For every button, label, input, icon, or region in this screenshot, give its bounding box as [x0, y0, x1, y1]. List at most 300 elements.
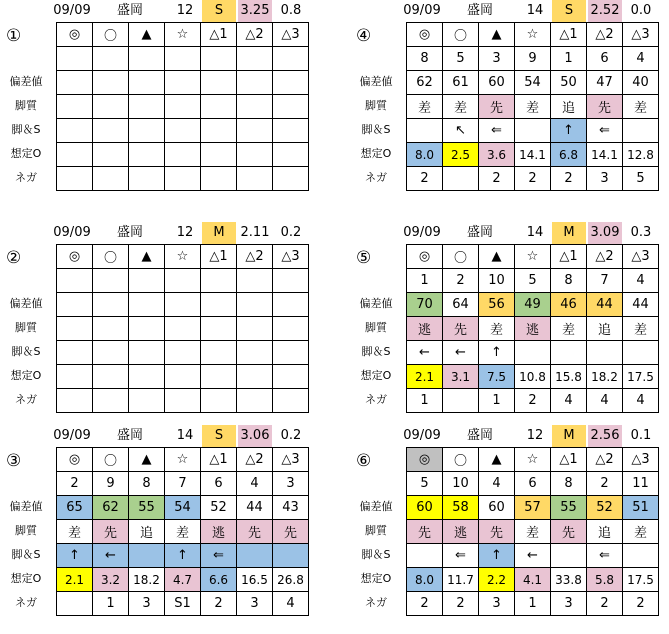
nega-cell [129, 167, 165, 191]
running-style-cell: 追 [587, 520, 623, 544]
deviation-cell [165, 71, 201, 95]
deviation-cell [237, 293, 273, 317]
nega-cell: S1 [165, 592, 201, 616]
leg-speed-cell [551, 544, 587, 568]
expected-odds-cell: 26.8 [273, 568, 309, 592]
row-label: 脚＆S [11, 123, 41, 136]
nega-cell: 1 [93, 592, 129, 616]
leg-speed-cell [515, 341, 551, 365]
horse-number-cell [93, 269, 129, 293]
leg-speed-cell: ← [407, 341, 443, 365]
running-style-cell [165, 317, 201, 341]
index-value: 3.06 [238, 425, 272, 447]
deviation-cell [201, 293, 237, 317]
mark-cell: ☆ [165, 448, 201, 472]
running-style-cell: 逃 [407, 317, 443, 341]
running-style-cell: 先 [479, 95, 515, 119]
leg-speed-cell: ⇐ [201, 544, 237, 568]
deviation-cell [93, 71, 129, 95]
deviation-cell [273, 293, 309, 317]
race-date: 09/09 [53, 3, 91, 18]
mark-cell: △2 [587, 23, 623, 47]
leg-speed-row [407, 544, 659, 568]
horse-number-cell [129, 269, 165, 293]
nega-row [407, 389, 659, 413]
running-style-cell [129, 95, 165, 119]
nega-cell: 1 [479, 389, 515, 413]
horse-number-cell: 9 [93, 472, 129, 496]
running-style-cell: 差 [165, 520, 201, 544]
running-style-row [57, 317, 309, 341]
nega-row [57, 592, 309, 616]
deviation-cell [237, 71, 273, 95]
deviation-cell: 65 [57, 496, 93, 520]
horse-number-cell [57, 269, 93, 293]
row-label: 偏差値 [9, 75, 43, 88]
deviation-row [407, 496, 659, 520]
horse-number-cell: 9 [515, 47, 551, 71]
leg-speed-cell: ↑ [551, 119, 587, 143]
mark-cell: △2 [587, 448, 623, 472]
leg-speed-cell: ↑ [479, 341, 515, 365]
horse-number-cell: 11 [623, 472, 659, 496]
row-label: 脚質 [365, 321, 387, 334]
track-label: M [202, 222, 236, 244]
running-style-cell [237, 317, 273, 341]
row-label: 想定O [360, 572, 392, 585]
deviation-cell: 52 [587, 496, 623, 520]
race-date: 09/09 [53, 428, 91, 443]
expected-odds-cell [57, 143, 93, 167]
row-label: 脚質 [15, 321, 37, 334]
running-style-cell [57, 317, 93, 341]
horse-number-cell [273, 47, 309, 71]
nega-cell: 3 [551, 592, 587, 616]
row-label: 脚質 [15, 99, 37, 112]
horse-number-cell: 4 [623, 47, 659, 71]
running-style-cell: 先 [587, 95, 623, 119]
race-panel [350, 425, 669, 625]
mark-cell: △1 [551, 23, 587, 47]
leg-speed-cell: ← [443, 341, 479, 365]
row-label: 脚質 [365, 99, 387, 112]
running-style-row [407, 317, 659, 341]
expected-odds-cell: 18.2 [129, 568, 165, 592]
deviation-cell: 52 [201, 496, 237, 520]
deviation-cell: 44 [623, 293, 659, 317]
expected-odds-cell: 2.1 [407, 365, 443, 389]
expected-odds-cell: 18.2 [587, 365, 623, 389]
race-panel [0, 425, 320, 625]
horse-number-cell: 6 [201, 472, 237, 496]
horse-number-cell: 2 [443, 269, 479, 293]
race-header [0, 0, 320, 22]
expected-odds-row [57, 568, 309, 592]
nega-cell: 2 [443, 592, 479, 616]
nega-cell [165, 167, 201, 191]
mark-cell: ▲ [129, 448, 165, 472]
running-style-cell [237, 95, 273, 119]
race-date: 09/09 [403, 3, 441, 18]
race-panel [0, 222, 320, 422]
marks-row [407, 245, 659, 269]
horse-number-row [407, 472, 659, 496]
nega-cell: 4 [623, 389, 659, 413]
deviation-cell: 57 [515, 496, 551, 520]
venue-name: 盛岡 [466, 225, 493, 240]
mark-cell: ☆ [165, 245, 201, 269]
deviation-row [57, 496, 309, 520]
deviation-cell [93, 293, 129, 317]
mark-cell: ☆ [515, 245, 551, 269]
horse-number-cell [273, 269, 309, 293]
row-label: ネガ [365, 171, 387, 184]
mark-cell: △2 [237, 448, 273, 472]
offset-value: 0.3 [630, 225, 652, 240]
expected-odds-cell [201, 365, 237, 389]
expected-odds-cell [273, 365, 309, 389]
leg-speed-cell [129, 544, 165, 568]
deviation-cell: 56 [479, 293, 515, 317]
expected-odds-cell [273, 143, 309, 167]
row-label: 偏差値 [9, 500, 43, 513]
horse-number-cell: 3 [273, 472, 309, 496]
running-style-cell: 差 [515, 95, 551, 119]
running-style-cell: 逃 [443, 520, 479, 544]
expected-odds-row [407, 365, 659, 389]
nega-cell: 3 [479, 592, 515, 616]
horse-number-cell: 3 [479, 47, 515, 71]
expected-odds-cell [201, 143, 237, 167]
expected-odds-cell: 14.1 [515, 143, 551, 167]
race-header [0, 425, 320, 447]
leg-speed-cell [587, 341, 623, 365]
nega-row [57, 389, 309, 413]
running-style-cell [165, 95, 201, 119]
mark-cell: ◎ [407, 245, 443, 269]
race-date: 09/09 [403, 225, 441, 240]
expected-odds-cell: 2.1 [57, 568, 93, 592]
nega-cell: 1 [407, 389, 443, 413]
horse-number-row [57, 269, 309, 293]
nega-cell [165, 389, 201, 413]
nega-cell [93, 389, 129, 413]
running-style-cell [129, 317, 165, 341]
deviation-cell: 49 [515, 293, 551, 317]
expected-odds-cell: 4.7 [165, 568, 201, 592]
deviation-cell: 58 [443, 496, 479, 520]
mark-cell: △1 [551, 245, 587, 269]
expected-odds-cell: 16.5 [237, 568, 273, 592]
race-header [350, 425, 669, 447]
nega-row [407, 167, 659, 191]
running-style-cell: 逃 [515, 317, 551, 341]
field-size: 14 [526, 3, 544, 18]
row-label: 偏差値 [359, 500, 393, 513]
horse-number-cell: 8 [551, 472, 587, 496]
venue-name: 盛岡 [116, 428, 143, 443]
marks-row [57, 448, 309, 472]
row-label: 脚＆S [361, 345, 391, 358]
marks-row [407, 448, 659, 472]
mark-cell: △1 [201, 448, 237, 472]
venue-name: 盛岡 [116, 3, 143, 18]
deviation-cell: 46 [551, 293, 587, 317]
row-label: 脚＆S [11, 548, 41, 561]
index-value: 2.11 [240, 225, 270, 240]
row-label: 想定O [10, 369, 42, 382]
horse-number-cell: 4 [237, 472, 273, 496]
deviation-cell [129, 71, 165, 95]
nega-cell: 2 [515, 167, 551, 191]
leg-speed-row [57, 341, 309, 365]
leg-speed-cell [57, 119, 93, 143]
field-size: 14 [176, 428, 194, 443]
running-style-cell: 逃 [201, 520, 237, 544]
leg-speed-cell [407, 544, 443, 568]
deviation-cell: 60 [479, 71, 515, 95]
expected-odds-row [57, 143, 309, 167]
running-style-cell [93, 95, 129, 119]
expected-odds-row [407, 568, 659, 592]
nega-cell: 2 [515, 389, 551, 413]
mark-cell: △2 [237, 23, 273, 47]
row-label: 偏差値 [9, 297, 43, 310]
running-style-cell: 先 [237, 520, 273, 544]
horse-number-cell [165, 47, 201, 71]
nega-cell [237, 389, 273, 413]
horse-number-cell [201, 47, 237, 71]
running-style-cell [201, 95, 237, 119]
track-label: M [552, 425, 586, 447]
horse-number-cell: 8 [129, 472, 165, 496]
track-label: M [552, 222, 586, 244]
row-label: 想定O [10, 572, 42, 585]
leg-speed-cell: ⇐ [587, 544, 623, 568]
nega-cell [57, 389, 93, 413]
running-style-cell: 先 [407, 520, 443, 544]
deviation-cell: 44 [587, 293, 623, 317]
horse-number-cell: 6 [515, 472, 551, 496]
race-header [350, 222, 669, 244]
deviation-cell: 44 [237, 496, 273, 520]
leg-speed-cell [551, 341, 587, 365]
leg-speed-cell [623, 544, 659, 568]
row-label: 脚＆S [361, 123, 391, 136]
leg-speed-cell: ⇐ [479, 119, 515, 143]
running-style-row [407, 520, 659, 544]
running-style-row [57, 95, 309, 119]
nega-cell: 2 [587, 592, 623, 616]
marks-row [57, 23, 309, 47]
venue-name: 盛岡 [466, 3, 493, 18]
leg-speed-row [57, 119, 309, 143]
marks-row [57, 245, 309, 269]
index-value: 2.56 [588, 425, 622, 447]
race-table [56, 22, 309, 191]
leg-speed-cell [237, 341, 273, 365]
race-header [0, 222, 320, 244]
race-table [56, 447, 309, 616]
expected-odds-cell: 8.0 [407, 568, 443, 592]
row-label: 想定O [360, 147, 392, 160]
expected-odds-cell: 3.1 [443, 365, 479, 389]
nega-cell: 1 [515, 592, 551, 616]
nega-cell [201, 167, 237, 191]
leg-speed-cell [93, 341, 129, 365]
mark-cell: ☆ [515, 23, 551, 47]
row-label: ネガ [365, 596, 387, 609]
expected-odds-cell: 3.6 [479, 143, 515, 167]
horse-number-cell: 10 [443, 472, 479, 496]
mark-cell: ◎ [57, 245, 93, 269]
field-size: 12 [176, 225, 194, 240]
race-date: 09/09 [53, 225, 91, 240]
leg-speed-cell [165, 119, 201, 143]
running-style-cell [273, 95, 309, 119]
race-table [56, 244, 309, 413]
running-style-cell: 差 [623, 95, 659, 119]
running-style-cell [93, 317, 129, 341]
race-panel [350, 222, 669, 422]
deviation-cell: 60 [407, 496, 443, 520]
deviation-cell: 54 [515, 71, 551, 95]
leg-speed-cell [237, 544, 273, 568]
running-style-cell: 差 [479, 317, 515, 341]
mark-cell: △1 [201, 245, 237, 269]
mark-cell: ◎ [57, 448, 93, 472]
mark-cell: △1 [201, 23, 237, 47]
deviation-row [407, 71, 659, 95]
running-style-cell [273, 317, 309, 341]
mark-cell: ▲ [129, 245, 165, 269]
horse-number-cell: 4 [479, 472, 515, 496]
nega-cell [273, 167, 309, 191]
deviation-cell [57, 71, 93, 95]
horse-number-row [57, 472, 309, 496]
mark-cell: △2 [237, 245, 273, 269]
expected-odds-cell: 14.1 [587, 143, 623, 167]
mark-cell: ▲ [129, 23, 165, 47]
horse-number-cell: 4 [623, 269, 659, 293]
row-label: 想定O [10, 147, 42, 160]
expected-odds-cell: 7.5 [479, 365, 515, 389]
leg-speed-cell [93, 119, 129, 143]
row-label: ネガ [15, 171, 37, 184]
leg-speed-row [407, 341, 659, 365]
leg-speed-row [407, 119, 659, 143]
nega-cell: 3 [587, 167, 623, 191]
field-size: 12 [176, 3, 194, 18]
nega-cell [57, 592, 93, 616]
running-style-row [407, 95, 659, 119]
row-label: ネガ [15, 393, 37, 406]
horse-number-cell [237, 269, 273, 293]
nega-cell [93, 167, 129, 191]
expected-odds-cell: 15.8 [551, 365, 587, 389]
nega-cell [129, 389, 165, 413]
expected-odds-cell: 2.2 [479, 568, 515, 592]
track-label: S [202, 0, 236, 22]
running-style-cell: 差 [623, 520, 659, 544]
deviation-cell: 64 [443, 293, 479, 317]
horse-number-cell: 2 [587, 472, 623, 496]
horse-number-cell: 5 [443, 47, 479, 71]
expected-odds-cell: 3.2 [93, 568, 129, 592]
leg-speed-cell [129, 119, 165, 143]
row-label: 脚＆S [361, 548, 391, 561]
leg-speed-cell: ← [93, 544, 129, 568]
running-style-cell: 先 [273, 520, 309, 544]
leg-speed-cell: ← [515, 544, 551, 568]
horse-number-row [57, 47, 309, 71]
running-style-cell: 先 [93, 520, 129, 544]
race-number: ① [6, 26, 22, 46]
horse-number-cell: 8 [551, 269, 587, 293]
expected-odds-cell [237, 365, 273, 389]
expected-odds-cell [129, 143, 165, 167]
deviation-row [57, 71, 309, 95]
mark-cell: 〇 [93, 448, 129, 472]
leg-speed-cell [273, 119, 309, 143]
field-size: 12 [526, 428, 544, 443]
expected-odds-cell: 12.8 [623, 143, 659, 167]
deviation-row [407, 293, 659, 317]
nega-cell: 4 [551, 389, 587, 413]
leg-speed-cell: ↑ [479, 544, 515, 568]
nega-row [407, 592, 659, 616]
mark-cell: ▲ [479, 448, 515, 472]
deviation-cell: 55 [551, 496, 587, 520]
running-style-cell: 先 [443, 317, 479, 341]
deviation-cell: 51 [623, 496, 659, 520]
running-style-cell: 差 [57, 520, 93, 544]
horse-number-row [407, 47, 659, 71]
horse-number-cell [93, 47, 129, 71]
mark-cell: ☆ [515, 448, 551, 472]
mark-cell: △3 [273, 448, 309, 472]
deviation-cell [129, 293, 165, 317]
deviation-cell: 40 [623, 71, 659, 95]
mark-cell: 〇 [443, 23, 479, 47]
race-header [350, 0, 669, 22]
row-label: 想定O [360, 369, 392, 382]
nega-row [57, 167, 309, 191]
mark-cell: ◎ [57, 23, 93, 47]
row-label: ネガ [365, 393, 387, 406]
deviation-cell: 50 [551, 71, 587, 95]
expected-odds-cell: 11.7 [443, 568, 479, 592]
horse-number-cell [237, 47, 273, 71]
nega-cell: 2 [407, 592, 443, 616]
running-style-row [57, 520, 309, 544]
marks-row [407, 23, 659, 47]
nega-cell: 4 [587, 389, 623, 413]
expected-odds-cell: 33.8 [551, 568, 587, 592]
expected-odds-row [57, 365, 309, 389]
leg-speed-cell [57, 341, 93, 365]
index-value: 3.09 [588, 222, 622, 244]
horse-number-cell: 7 [165, 472, 201, 496]
mark-cell: 〇 [93, 245, 129, 269]
race-number: ② [6, 248, 22, 268]
expected-odds-cell [237, 143, 273, 167]
race-number: ⑤ [356, 248, 372, 268]
running-style-cell: 差 [623, 317, 659, 341]
deviation-cell: 54 [165, 496, 201, 520]
horse-number-cell: 5 [515, 269, 551, 293]
deviation-cell: 70 [407, 293, 443, 317]
